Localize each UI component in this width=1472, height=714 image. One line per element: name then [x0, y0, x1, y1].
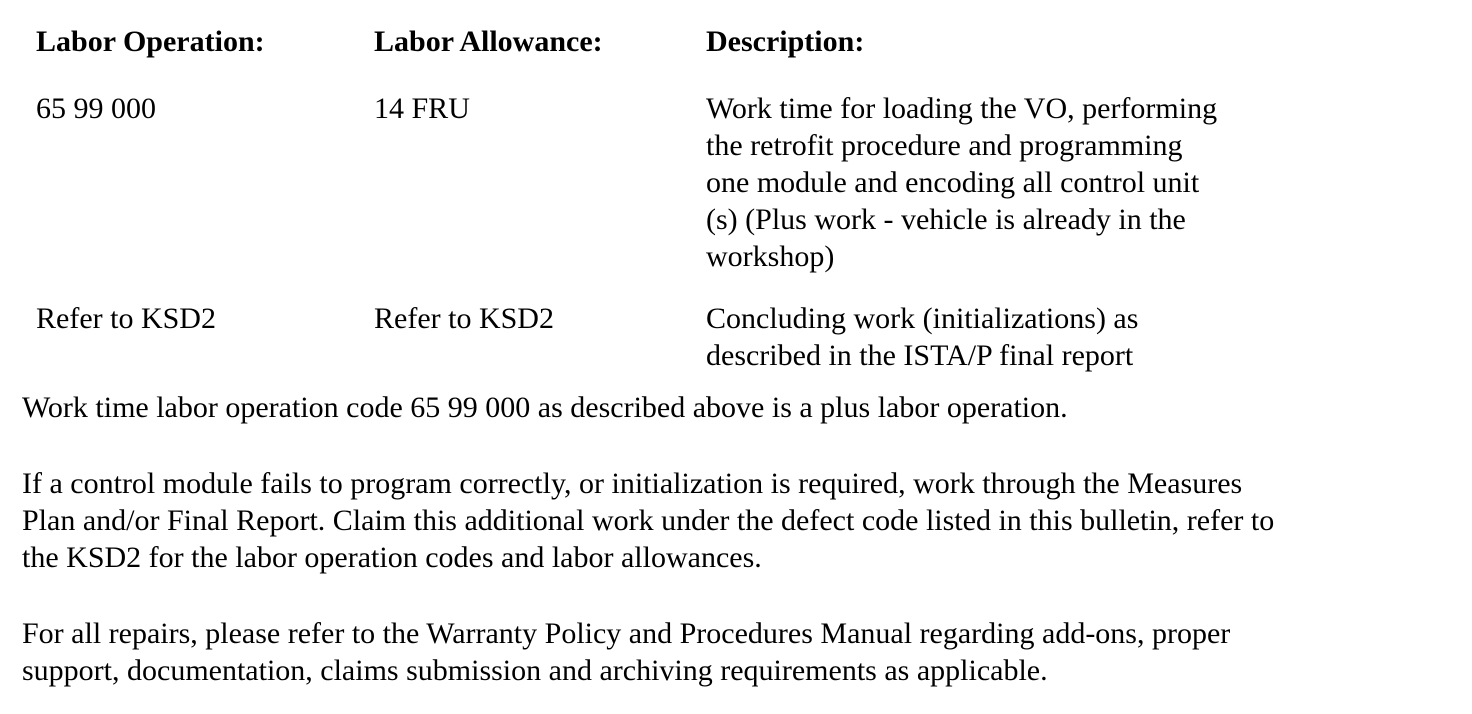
header-labor-allowance: Labor Allowance: — [374, 25, 603, 58]
description-line: (s) (Plus work - vehicle is already in the — [706, 203, 1186, 236]
paragraph-line: If a control module fails to program correctly, or initialization is required, work through the Measures — [22, 467, 1243, 500]
header-description: Description: — [706, 25, 865, 58]
warranty-policy-note — [22, 615, 1230, 689]
labor-operation-cell: Refer to KSD2 — [36, 302, 216, 335]
description-cell — [706, 90, 1436, 300]
table-header-row — [36, 23, 1436, 90]
header-labor-operation: Labor Operation: — [36, 25, 265, 58]
description-line: described in the ISTA/P final report — [706, 339, 1134, 372]
labor-allowance-cell: 14 FRU — [374, 92, 470, 125]
description-line: Concluding work (initializations) as — [706, 302, 1139, 335]
programming-failure-note — [22, 465, 1274, 576]
table-row — [36, 90, 1436, 300]
labor-operation-cell: 65 99 000 — [36, 92, 156, 125]
paragraph-line: the KSD2 for the labor operation codes and labor allowances. — [22, 541, 762, 574]
labor-table — [36, 23, 1436, 374]
labor-allowance-cell: Refer to KSD2 — [374, 302, 554, 335]
paragraph-line: For all repairs, please refer to the Warranty Policy and Procedures Manual regarding add-ons, proper — [22, 617, 1231, 650]
description-line: one module and encoding all control unit — [706, 166, 1200, 199]
paragraph-line: Plan and/or Final Report. Claim this additional work under the defect code listed in this bulletin, refer to — [22, 504, 1275, 537]
plus-labor-note — [22, 389, 1068, 426]
table-row — [36, 300, 1436, 374]
paragraph-line: support, documentation, claims submission and archiving requirements as applicable. — [22, 654, 1048, 687]
description-cell — [706, 300, 1436, 374]
description-line: workshop) — [706, 240, 835, 273]
description-line: the retrofit procedure and programming — [706, 129, 1183, 162]
description-line: Work time for loading the VO, performing — [706, 92, 1218, 125]
paragraph-line: Work time labor operation code 65 99 000 as described above is a plus labor operation. — [22, 391, 1068, 424]
